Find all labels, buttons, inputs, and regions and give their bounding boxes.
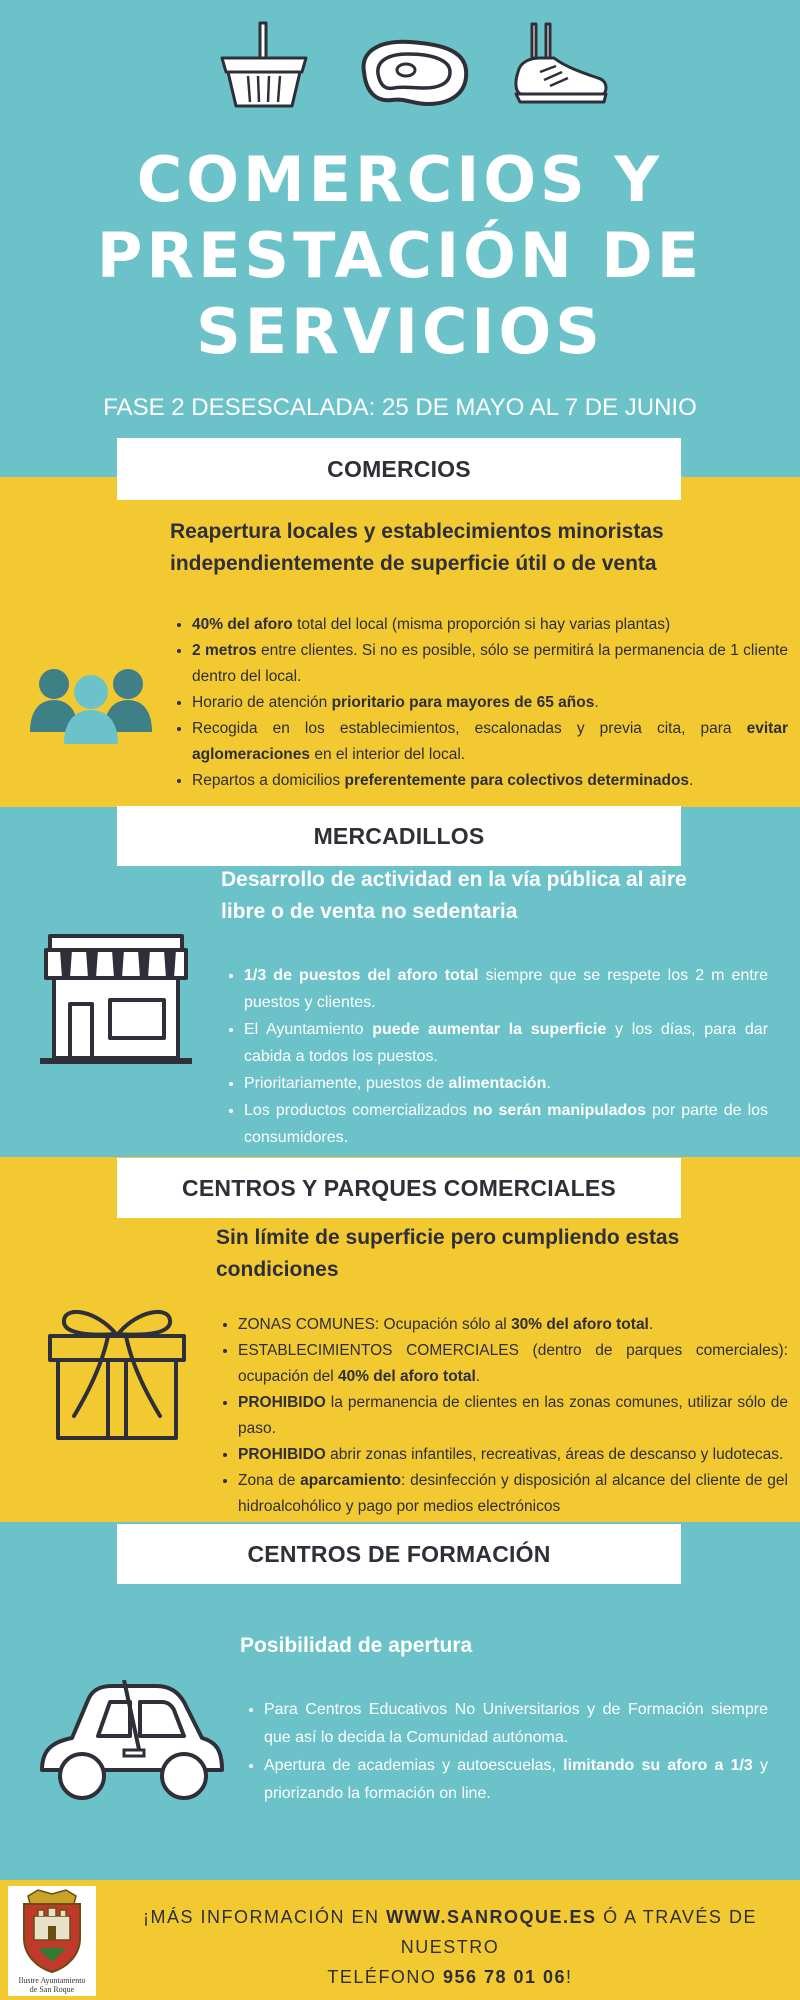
list-item: • Repartos a domicilios preferentemente para colectivos determinados. (192, 768, 788, 794)
page-title-line-3: SERVICIOS (196, 295, 604, 368)
list-item: • 2 metros entre clientes. Si no es posible, sólo se permitirá la permanencia de 1 cliente dentro del local. (192, 638, 788, 690)
list-item: • 1/3 de puestos del aforo total siempre que se respete los 2 m entre puestos y clientes. (244, 962, 768, 1016)
coat-of-arms-icon (8, 1886, 96, 1974)
formacion-intro (240, 1630, 472, 1662)
meat-steak-icon (352, 36, 472, 110)
list-item: • PROHIBIDO la permanencia de clientes en las zonas comunes, utilizar sólo de paso. (238, 1390, 788, 1442)
comercios-heading: COMERCIOS (117, 438, 681, 500)
list-item: • ESTABLECIMIENTOS COMERCIALES (dentro de parques comerciales): ocupación del 40% del aforo total. (238, 1338, 788, 1390)
crest-caption: Ilustre Ayuntamiento de San Roque (18, 1976, 86, 1994)
centros-intro (216, 1222, 724, 1286)
san-roque-crest-logo (8, 1886, 96, 1996)
centros-bullets (216, 1312, 788, 1520)
comercios-intro-line-2: independientemente de superficie útil o de venta (170, 552, 657, 575)
centros-heading: CENTROS Y PARQUES COMERCIALES (117, 1158, 681, 1218)
footer (0, 1880, 800, 2000)
mercadillos-intro-line-1: Desarrollo de actividad en la vía pública al aire (221, 868, 687, 891)
mercadillos-heading: MERCADILLOS (117, 806, 681, 866)
page-title-line-2: PRESTACIÓN DE (96, 219, 704, 292)
phone-number[interactable]: 956 78 01 06 (442, 1967, 567, 1987)
page-title-line-1: COMERCIOS Y (136, 143, 664, 216)
mercadillos-intro-line-2: libre o de venta no sedentaria (221, 900, 518, 923)
mercadillos-intro (221, 864, 687, 928)
website-link[interactable]: WWW.SANROQUE.ES (386, 1907, 597, 1927)
people-group-icon (28, 662, 154, 744)
comercios-bullets (170, 612, 788, 794)
footer-contact-text (100, 1902, 800, 1992)
footer-line-1: ¡MÁS INFORMACIÓN EN WWW.SANROQUE.ES Ó A TRAVÉS DE NUESTRO (143, 1907, 757, 1957)
formacion-bullets (242, 1696, 768, 1808)
car-icon (38, 1680, 226, 1804)
list-item: • Para Centros Educativos No Universitarios y de Formación siempre que así lo decida la Comunidad autónoma. (264, 1696, 768, 1752)
storefront-icon (40, 934, 192, 1066)
basket-icon (218, 20, 310, 112)
list-item: • Prioritariamente, puestos de alimentación. (244, 1070, 768, 1097)
gift-box-icon (46, 1306, 188, 1442)
list-item: • Apertura de academias y autoescuelas, limitando su aforo a 1/3 y priorizando la formación on line. (264, 1752, 768, 1808)
list-item: • 40% del aforo total del local (misma proporción si hay varias plantas) (192, 612, 788, 638)
formacion-intro-line-1: Posibilidad de apertura (240, 1634, 473, 1657)
list-item: • PROHIBIDO abrir zonas infantiles, recreativas, áreas de descanso y ludotecas. (238, 1442, 788, 1468)
list-item: • Zona de aparcamiento: desinfección y disposición al alcance del cliente de gel hidroalcohólico y pago por medios electrónicos (238, 1468, 788, 1520)
phase-subtitle: FASE 2 DESESCALADA: 25 DE MAYO AL 7 DE JUNIO (103, 394, 697, 421)
formacion-heading: CENTROS DE FORMACIÓN (117, 1524, 681, 1584)
list-item: • Recogida en los establecimientos, escalonadas y previa cita, para evitar aglomeraciones en el interior del local. (192, 716, 788, 768)
list-item: • ZONAS COMUNES: Ocupación sólo al 30% del aforo total. (238, 1312, 788, 1338)
mercadillos-bullets (222, 962, 768, 1151)
comercios-intro-line-1: Reapertura locales y establecimientos minoristas (170, 520, 664, 543)
footer-line-2: TELÉFONO 956 78 01 06! (327, 1967, 573, 1987)
comercios-intro (170, 516, 664, 580)
centros-intro-line-2: condiciones (216, 1258, 339, 1281)
sneaker-icon (510, 22, 610, 110)
list-item: • El Ayuntamiento puede aumentar la superficie y los días, para dar cabida a todos los puestos. (244, 1016, 768, 1070)
list-item: • Los productos comercializados no serán manipulados por parte de los consumidores. (244, 1097, 768, 1151)
list-item: • Horario de atención prioritario para mayores de 65 años. (192, 690, 788, 716)
centros-intro-line-1: Sin límite de superficie pero cumpliendo estas (216, 1226, 680, 1249)
